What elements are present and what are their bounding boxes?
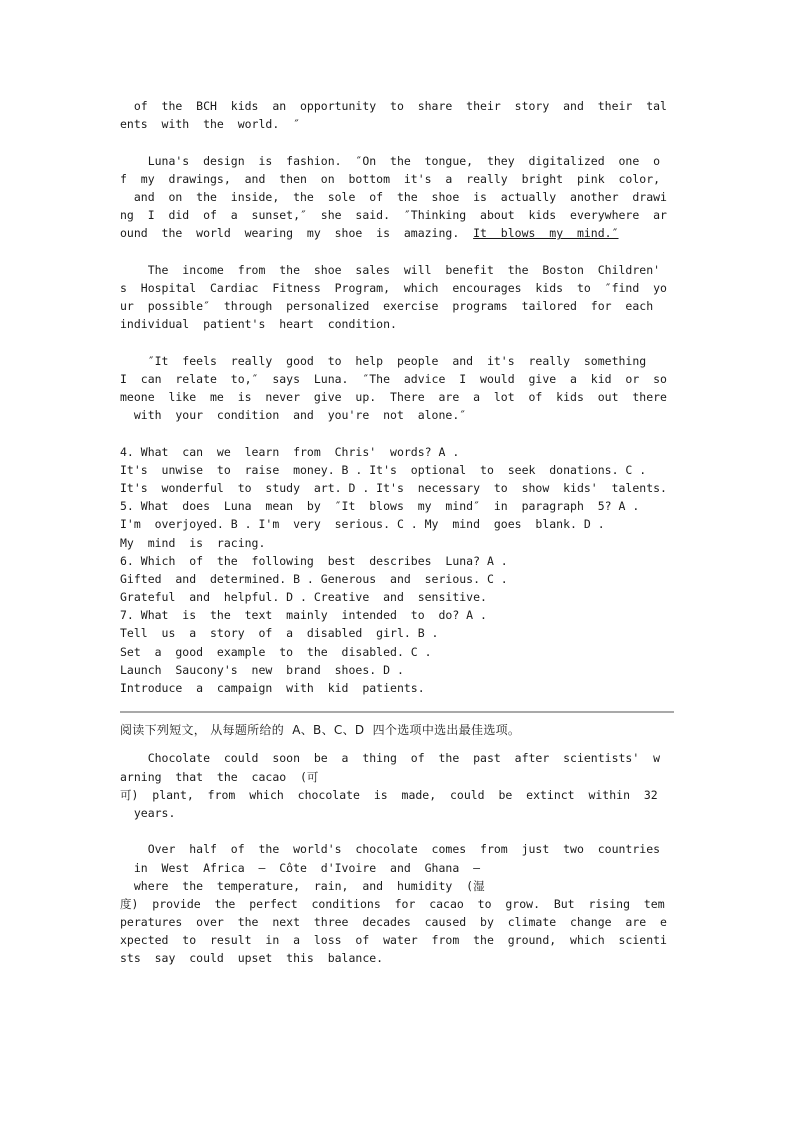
text-line: Over half of the world's chocolate comes from just two countries [120, 842, 661, 857]
underlined-phrase: It blows my mind.″ [473, 226, 619, 241]
text-line: years. [120, 805, 176, 820]
text-line: ng I did of a sunset,″ she said. ″Thinking about kids everywhere ar [120, 208, 667, 223]
text-line: peratures over the next three decades caused by climate change are e [120, 915, 667, 930]
question-line: 4. What can we learn from Chris' words? A . [120, 444, 460, 459]
text-line: xpected to result in a loss of water from the ground, which scienti [120, 933, 667, 948]
question-line: 6. Which of the following best describes Luna? A . [120, 553, 508, 568]
text-line: with your condition and you're not alone.″ [120, 408, 467, 423]
passage-paragraph-opportunity [120, 97, 674, 133]
question-line: 7. What is the text mainly intended to do? A . [120, 608, 487, 623]
text-line: The income from the shoe sales will benefit the Boston Children' [120, 262, 661, 277]
document-page [120, 97, 674, 968]
text-line: ″It feels really good to help people and it's really something [120, 353, 647, 368]
section-instruction: 阅读下列短文， 从每题所给的 A、B、C、D 四个选项中选出最佳选项。 [120, 723, 521, 738]
text-segment: ound the world wearing my shoe is amazing. [120, 226, 474, 241]
passage-paragraph-quote [120, 352, 674, 425]
text-line: meone like me is never give up. There are a lot of kids out there [120, 390, 667, 404]
text-line [120, 224, 674, 242]
question-line: My mind is racing. [120, 535, 266, 550]
text-line: in West Africa — Côte d'Ivoire and Ghana — [120, 860, 481, 875]
text-line: Chocolate could soon be a thing of the past after scientists' w [120, 751, 661, 766]
question-line: Tell us a story of a disabled girl. B . [120, 626, 439, 641]
question-line: 5. What does Luna mean by ″It blows my mind″ in paragraph 5? A . [120, 499, 640, 514]
question-line: Gifted and determined. B . Generous and serious. C . [120, 571, 508, 586]
passage-paragraph-income [120, 261, 674, 334]
text-line: sts say could upset this balance. [120, 951, 384, 966]
text-line: f my drawings, and then on bottom it's a really bright pink color, [120, 171, 661, 186]
question-line: Introduce a campaign with kid patients. [120, 681, 425, 695]
question-line: It's wonderful to study art. D . It's necessary to show kids' talents. [120, 480, 667, 495]
passage-paragraph-west-africa [120, 840, 674, 967]
questions-block [120, 443, 674, 698]
text-line: 度) provide the perfect conditions for cacao to grow. But rising tem [120, 896, 665, 911]
section-divider [120, 711, 674, 713]
text-line: ur possible″ through personalized exercise programs tailored for each [120, 299, 654, 314]
question-line: Launch Saucony's new brand shoes. D . [120, 662, 404, 677]
passage-paragraph-chocolate [120, 749, 674, 822]
text-line: ents with the world. ″ [120, 117, 301, 132]
text-line: individual patient's heart condition. [120, 317, 397, 332]
text-line: 可) plant, from which chocolate is made, could be extinct within 32 [120, 787, 658, 802]
question-line: I'm overjoyed. B . I'm very serious. C . My mind goes blank. D . [120, 517, 605, 532]
question-line: It's unwise to raise money. B . It's optional to seek donations. C . [120, 462, 647, 477]
text-line: where the temperature, rain, and humidity (湿 [120, 878, 485, 893]
passage-paragraph-design [120, 152, 674, 243]
question-line: Grateful and helpful. D . Creative and sensitive. [120, 590, 487, 605]
text-line: of the BCH kids an opportunity to share their story and their tal [120, 99, 667, 113]
text-line: Luna's design is fashion. ″On the tongue, they digitalized one o [120, 153, 661, 168]
question-line: Set a good example to the disabled. C . [120, 644, 432, 659]
text-line: I can relate to,″ says Luna. ″The advice I would give a kid or so [120, 371, 667, 386]
text-line: and on the inside, the sole of the shoe is actually another drawi [120, 189, 667, 204]
text-line: s Hospital Cardiac Fitness Program, which encourages kids to ″find yo [120, 280, 667, 295]
text-line: arning that the cacao (可 [120, 769, 319, 784]
